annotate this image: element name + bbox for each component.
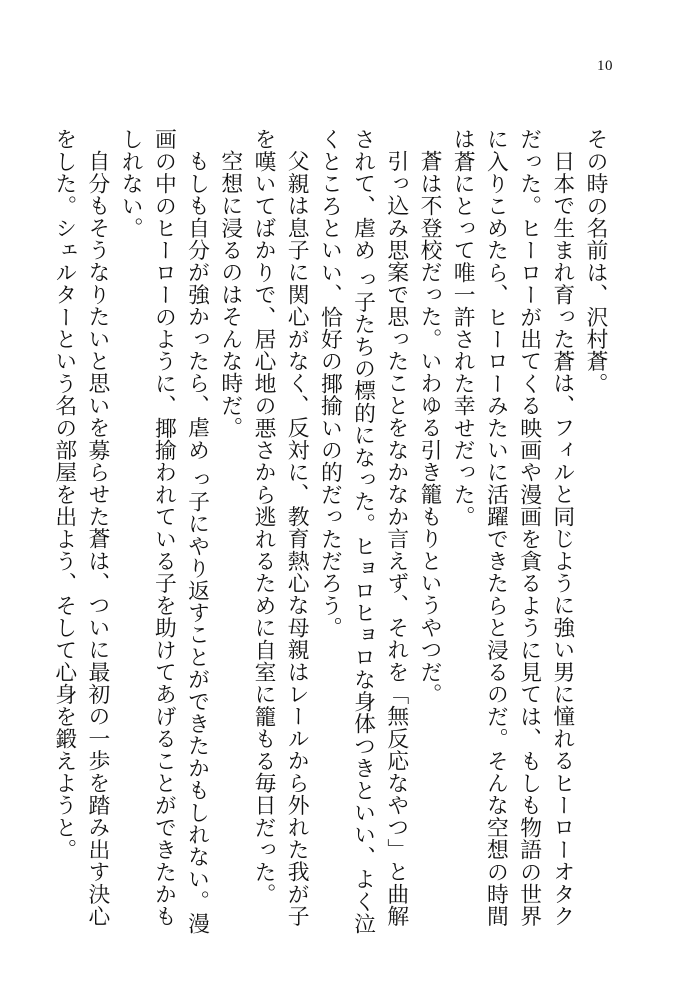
paragraph: その時の名前は、沢村蒼。	[583, 128, 608, 395]
paragraph: 空想に浸るのはそんな時だ。	[217, 149, 243, 439]
paragraph: 自分もそうなりたいと思いを募らせた蒼は、ついに最初の一歩を踏み出す決心をした。シェルターという名の部屋を出よう、そして心身を鍛えようと。	[52, 128, 110, 927]
paragraph: 父親は息子に関心がなく、反対に、教育熱心な母親はレールから外れた我が子を嘆いてばかりで、居心地の悪さから逃れるために自室に籠もる毎日だった。	[250, 128, 310, 927]
paragraph: 日本で生まれ育った蒼は、フィルと同じように強い男に憧れるヒーローオタクだった。ヒーローが出てくる映画や漫画を貪るように見ては、もしも物語の世界に入りこめたら、ヒーローみたいに活躍できたらと浸るのだ。そんな空想の時間は蒼にとって唯一許された幸せだった。	[450, 128, 575, 928]
page-number: 10	[597, 58, 613, 74]
paragraph: 蒼は不登校だった。いわゆる引き籠もりというやつだ。	[416, 149, 442, 705]
novel-text-body	[52, 128, 612, 948]
paragraph: 引っ込み思案で思ったことをなかなか言えず、それを「無反応なやつ」と曲解されて、虐め っ子たちの標的になった。ヒョロヒョロな身体つきといい、よく泣くところといい、恰好の揶揄いの的だっただろう。	[317, 128, 409, 935]
paragraph: もしも自分が強かったら、虐め っ子にやり返すことができたかもしれない。漫画の中のヒーローのように、揶揄われている子を助けてあげることができたかもしれない。	[118, 128, 210, 935]
